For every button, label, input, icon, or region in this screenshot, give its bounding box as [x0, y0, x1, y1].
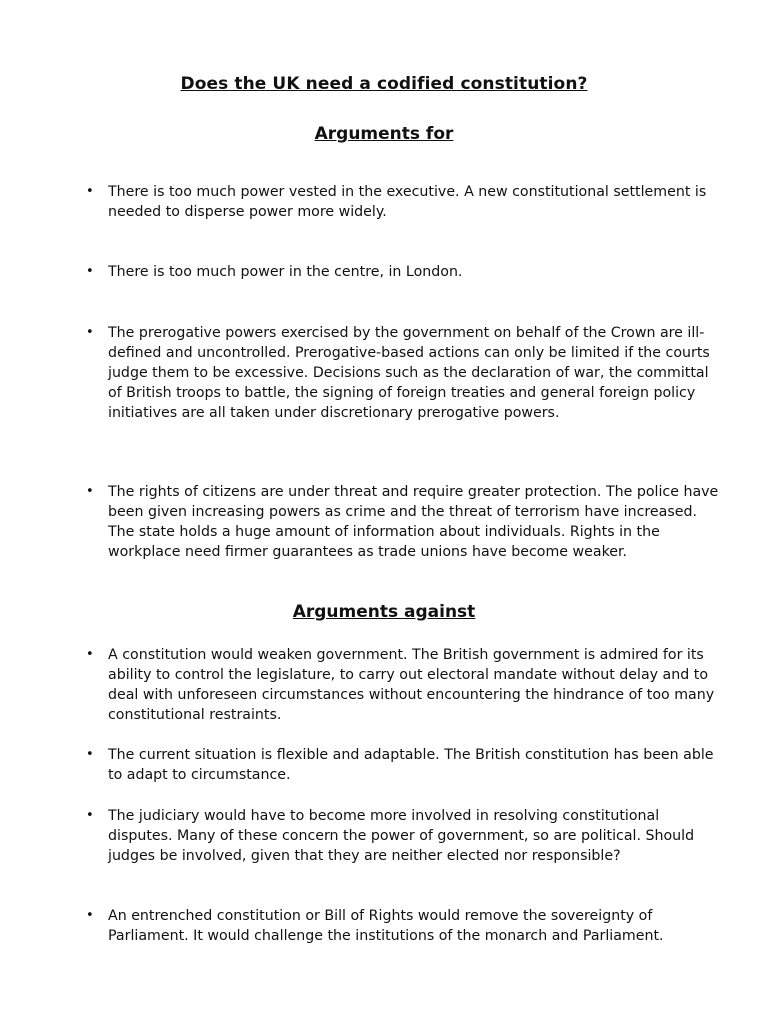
bullet-icon: • [86, 325, 94, 340]
list-item-text: The current situation is flexible and adaptable. The British constitution has been able to adapt to circumstance. [108, 747, 714, 783]
list-item-text: The judiciary would have to become more involved in resolving constitutional disputes. Many of these concern the power of government, so are political. Should judges be involved, given that they are neither elected nor responsible? [108, 808, 695, 864]
bullet-icon: • [86, 647, 94, 662]
list-item [86, 906, 726, 946]
bullet-icon: • [86, 747, 94, 762]
bullet-icon: • [86, 908, 94, 923]
bullet-icon: • [86, 184, 94, 199]
list-item [86, 182, 726, 222]
document-title: Does the UK need a codified constitution? [180, 74, 588, 94]
list-item-text: A constitution would weaken government. The British government is admired for its ability to control the legislature, to carry out electoral mandate without delay and to deal with unforeseen circumstances without encountering the hindrance of too many constitutional restraints. [108, 647, 715, 723]
section-heading-for: Arguments for [314, 124, 454, 144]
list-item [86, 645, 726, 725]
list-item-text: The prerogative powers exercised by the government on behalf of the Crown are ill-defined and uncontrolled. Prerogative-based actions can only be limited if the courts judge them to be excessive. Decisions such as the declaration of war, the committal of British troops to battle, the signing of foreign treaties and general foreign policy initiatives are all taken under discretionary prerogative powers. [108, 325, 710, 421]
section-heading-against: Arguments against [292, 602, 476, 622]
list-item [86, 262, 726, 282]
list-item [86, 482, 726, 562]
bullet-icon: • [86, 808, 94, 823]
list-item-text: An entrenched constitution or Bill of Rights would remove the sovereignty of Parliament. It would challenge the institutions of the monarch and Parliament. [108, 908, 664, 944]
list-item-text: There is too much power vested in the executive. A new constitutional settlement is needed to disperse power more widely. [108, 184, 707, 220]
list-item [86, 323, 726, 423]
list-item [86, 745, 726, 785]
list-item-text: There is too much power in the centre, in London. [108, 264, 463, 280]
bullet-icon: • [86, 264, 94, 279]
list-item-text: The rights of citizens are under threat and require greater protection. The police have been given increasing powers as crime and the threat of terrorism have increased. The state holds a huge amount of information about individuals. Rights in the workplace need firmer guarantees as trade unions have become weaker. [108, 484, 719, 560]
list-item [86, 806, 726, 866]
bullet-icon: • [86, 484, 94, 499]
